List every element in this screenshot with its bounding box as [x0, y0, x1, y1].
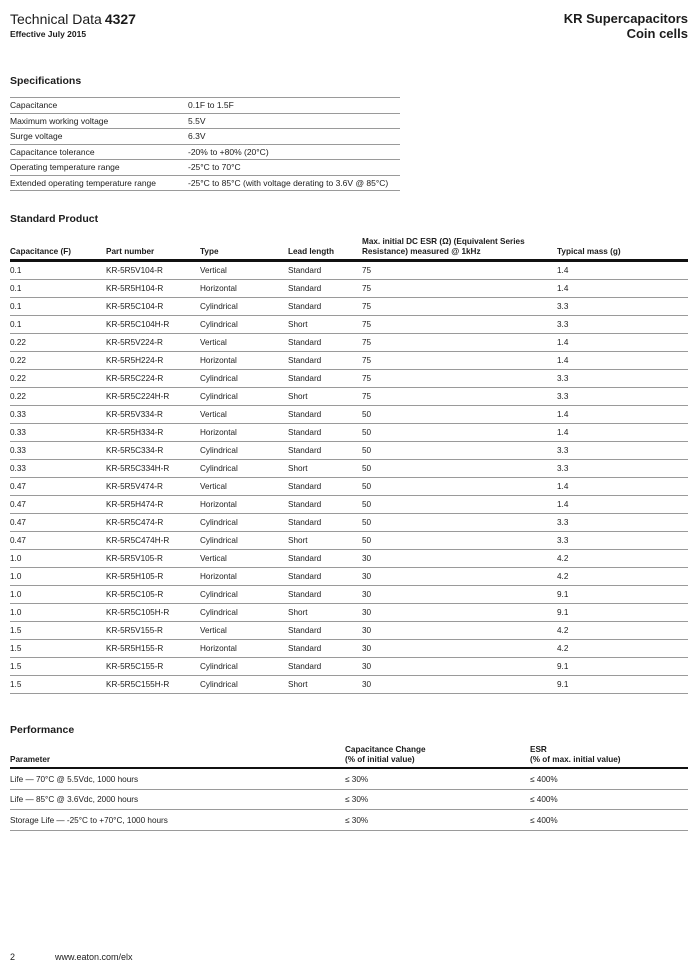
- performance-cell: Storage Life — -25°C to +70°C, 1000 hours: [10, 810, 345, 831]
- product-row: [10, 604, 688, 622]
- product-row: [10, 261, 688, 280]
- spec-cell: -20% to +80% (20°C): [188, 144, 400, 160]
- product-cell: 50: [362, 478, 557, 496]
- product-cell: Short: [288, 532, 362, 550]
- document-type-label: Technical Data: [10, 11, 102, 27]
- product-row: [10, 496, 688, 514]
- product-cell: 0.47: [10, 532, 106, 550]
- product-cell: Short: [288, 676, 362, 694]
- product-cell: 3.3: [557, 514, 688, 532]
- product-cell: 9.1: [557, 676, 688, 694]
- spec-row: [10, 144, 400, 160]
- product-cell: 1.4: [557, 280, 688, 298]
- specifications-table-body: [10, 98, 400, 191]
- performance-table: [10, 745, 688, 831]
- product-cell: 3.3: [557, 298, 688, 316]
- performance-section: [10, 724, 688, 831]
- product-cell: 1.4: [557, 496, 688, 514]
- product-cell: Standard: [288, 424, 362, 442]
- product-cell: 0.22: [10, 334, 106, 352]
- product-cell: 9.1: [557, 658, 688, 676]
- product-cell: 0.1: [10, 316, 106, 334]
- product-cell: 0.22: [10, 352, 106, 370]
- spec-cell: 5.5V: [188, 113, 400, 129]
- product-cell: 3.3: [557, 370, 688, 388]
- performance-cell: Life — 85°C @ 3.6Vdc, 2000 hours: [10, 789, 345, 810]
- product-cell: 30: [362, 640, 557, 658]
- column-header: Capacitance (F): [10, 237, 106, 261]
- product-cell: Horizontal: [200, 568, 288, 586]
- product-row: [10, 316, 688, 334]
- product-cell: Vertical: [200, 334, 288, 352]
- product-cell: Standard: [288, 280, 362, 298]
- column-header: Lead length: [288, 237, 362, 261]
- product-cell: 1.0: [10, 550, 106, 568]
- spec-cell: 0.1F to 1.5F: [188, 98, 400, 114]
- product-cell: KR-5R5H104-R: [106, 280, 200, 298]
- product-cell: Standard: [288, 586, 362, 604]
- product-cell: 1.4: [557, 424, 688, 442]
- product-cell: 9.1: [557, 586, 688, 604]
- performance-table-head: [10, 745, 688, 768]
- column-header: Part number: [106, 237, 200, 261]
- product-cell: Short: [288, 388, 362, 406]
- product-row: [10, 442, 688, 460]
- product-cell: KR-5R5H334-R: [106, 424, 200, 442]
- product-row: [10, 640, 688, 658]
- product-cell: KR-5R5C155H-R: [106, 676, 200, 694]
- product-cell: 75: [362, 298, 557, 316]
- product-cell: Vertical: [200, 261, 288, 280]
- product-cell: 4.2: [557, 550, 688, 568]
- product-cell: Cylindrical: [200, 370, 288, 388]
- product-cell: KR-5R5V104-R: [106, 261, 200, 280]
- product-cell: Cylindrical: [200, 316, 288, 334]
- product-cell: 30: [362, 604, 557, 622]
- spec-cell: -25°C to 70°C: [188, 160, 400, 176]
- product-cell: Cylindrical: [200, 442, 288, 460]
- performance-title: Performance: [10, 724, 75, 736]
- product-cell: Cylindrical: [200, 586, 288, 604]
- product-cell: KR-5R5C224H-R: [106, 388, 200, 406]
- product-cell: 50: [362, 442, 557, 460]
- product-cell: KR-5R5V155-R: [106, 622, 200, 640]
- performance-cell: Life — 70°C @ 5.5Vdc, 1000 hours: [10, 768, 345, 789]
- product-cell: 75: [362, 334, 557, 352]
- product-cell: KR-5R5C104H-R: [106, 316, 200, 334]
- column-header: [345, 745, 530, 768]
- performance-table-body: [10, 768, 688, 830]
- product-cell: 50: [362, 424, 557, 442]
- performance-cell: ≤ 30%: [345, 789, 530, 810]
- product-row: [10, 352, 688, 370]
- performance-cell: ≤ 400%: [530, 810, 688, 831]
- standard-product-section: [10, 213, 688, 694]
- product-row: [10, 622, 688, 640]
- document-header-right: [564, 11, 688, 41]
- product-cell: Cylindrical: [200, 604, 288, 622]
- product-cell: 1.4: [557, 478, 688, 496]
- effective-date: Effective July 2015: [10, 29, 87, 39]
- product-cell: Short: [288, 460, 362, 478]
- product-cell: Standard: [288, 406, 362, 424]
- standard-product-table-head: [10, 237, 688, 261]
- product-cell: Standard: [288, 352, 362, 370]
- document-header: [10, 11, 688, 41]
- product-cell: 0.33: [10, 442, 106, 460]
- product-cell: KR-5R5C105-R: [106, 586, 200, 604]
- performance-header-row: [10, 745, 688, 768]
- spec-cell: Capacitance tolerance: [10, 144, 188, 160]
- product-row: [10, 550, 688, 568]
- product-cell: 1.4: [557, 406, 688, 424]
- document-header-left: [10, 11, 136, 39]
- product-cell: 75: [362, 261, 557, 280]
- product-cell: 0.22: [10, 370, 106, 388]
- spec-row: [10, 129, 400, 145]
- product-cell: 3.3: [557, 388, 688, 406]
- product-cell: KR-5R5V334-R: [106, 406, 200, 424]
- product-cell: 1.0: [10, 604, 106, 622]
- product-cell: 9.1: [557, 604, 688, 622]
- spec-row: [10, 98, 400, 114]
- product-cell: 1.4: [557, 261, 688, 280]
- product-cell: 4.2: [557, 622, 688, 640]
- product-cell: 1.5: [10, 622, 106, 640]
- product-row: [10, 388, 688, 406]
- product-cell: Cylindrical: [200, 676, 288, 694]
- product-cell: 1.5: [10, 640, 106, 658]
- document-title: [10, 11, 136, 27]
- product-cell: 1.0: [10, 586, 106, 604]
- product-cell: Standard: [288, 622, 362, 640]
- standard-product-table: [10, 237, 688, 694]
- product-cell: KR-5R5C474-R: [106, 514, 200, 532]
- product-cell: Vertical: [200, 406, 288, 424]
- product-cell: Cylindrical: [200, 460, 288, 478]
- product-cell: 30: [362, 586, 557, 604]
- product-cell: 0.1: [10, 298, 106, 316]
- product-row: [10, 478, 688, 496]
- product-cell: KR-5R5C334H-R: [106, 460, 200, 478]
- product-cell: 30: [362, 568, 557, 586]
- spec-row: [10, 113, 400, 129]
- product-cell: KR-5R5H155-R: [106, 640, 200, 658]
- spec-cell: -25°C to 85°C (with voltage derating to 3.6V @ 85°C): [188, 175, 400, 191]
- product-cell: 30: [362, 550, 557, 568]
- product-row: [10, 658, 688, 676]
- product-cell: 3.3: [557, 460, 688, 478]
- product-cell: Horizontal: [200, 424, 288, 442]
- product-cell: 0.1: [10, 280, 106, 298]
- column-header-line: (% of initial value): [345, 754, 415, 764]
- product-cell: Standard: [288, 442, 362, 460]
- product-cell: KR-5R5C105H-R: [106, 604, 200, 622]
- product-row: [10, 532, 688, 550]
- product-cell: 0.33: [10, 406, 106, 424]
- product-cell: 1.0: [10, 568, 106, 586]
- product-cell: Vertical: [200, 478, 288, 496]
- product-cell: KR-5R5C474H-R: [106, 532, 200, 550]
- product-type: Coin cells: [626, 26, 688, 41]
- spec-row: [10, 160, 400, 176]
- product-cell: KR-5R5V105-R: [106, 550, 200, 568]
- product-cell: KR-5R5V474-R: [106, 478, 200, 496]
- product-cell: 1.5: [10, 676, 106, 694]
- product-row: [10, 334, 688, 352]
- product-cell: KR-5R5V224-R: [106, 334, 200, 352]
- product-cell: 0.33: [10, 460, 106, 478]
- standard-product-table-body: [10, 261, 688, 694]
- product-cell: KR-5R5C155-R: [106, 658, 200, 676]
- product-cell: KR-5R5H474-R: [106, 496, 200, 514]
- product-cell: 50: [362, 496, 557, 514]
- product-cell: KR-5R5C224-R: [106, 370, 200, 388]
- product-cell: KR-5R5C104-R: [106, 298, 200, 316]
- page-footer: [10, 952, 133, 962]
- performance-cell: ≤ 400%: [530, 789, 688, 810]
- product-cell: Vertical: [200, 622, 288, 640]
- performance-cell: ≤ 30%: [345, 768, 530, 789]
- performance-cell: ≤ 30%: [345, 810, 530, 831]
- product-cell: 1.5: [10, 658, 106, 676]
- product-cell: Cylindrical: [200, 298, 288, 316]
- product-cell: Standard: [288, 550, 362, 568]
- product-cell: Cylindrical: [200, 514, 288, 532]
- product-row: [10, 406, 688, 424]
- spec-cell: Capacitance: [10, 98, 188, 114]
- product-cell: Standard: [288, 478, 362, 496]
- product-row: [10, 370, 688, 388]
- product-cell: Horizontal: [200, 640, 288, 658]
- specifications-title: Specifications: [10, 75, 82, 87]
- product-cell: 0.47: [10, 514, 106, 532]
- column-header: Typical mass (g): [557, 237, 688, 261]
- product-row: [10, 568, 688, 586]
- product-cell: Standard: [288, 334, 362, 352]
- product-cell: Standard: [288, 568, 362, 586]
- product-row: [10, 514, 688, 532]
- product-cell: 0.22: [10, 388, 106, 406]
- product-cell: Standard: [288, 640, 362, 658]
- product-cell: 4.2: [557, 640, 688, 658]
- product-cell: Short: [288, 316, 362, 334]
- performance-row: [10, 768, 688, 789]
- spec-cell: Maximum working voltage: [10, 113, 188, 129]
- product-cell: KR-5R5H224-R: [106, 352, 200, 370]
- product-cell: 50: [362, 514, 557, 532]
- column-header-line: Capacitance Change: [345, 745, 426, 754]
- product-cell: 30: [362, 622, 557, 640]
- column-header: [530, 745, 688, 768]
- product-row: [10, 298, 688, 316]
- footer-website-link[interactable]: www.eaton.com/elx: [55, 952, 133, 962]
- spec-cell: Surge voltage: [10, 129, 188, 145]
- product-family: KR Supercapacitors: [563, 11, 688, 26]
- product-cell: Short: [288, 604, 362, 622]
- product-cell: 1.4: [557, 334, 688, 352]
- product-cell: 0.47: [10, 478, 106, 496]
- standard-product-title: Standard Product: [10, 213, 99, 225]
- product-cell: 4.2: [557, 568, 688, 586]
- product-cell: Standard: [288, 496, 362, 514]
- product-cell: 75: [362, 316, 557, 334]
- product-cell: 50: [362, 460, 557, 478]
- product-cell: Horizontal: [200, 352, 288, 370]
- product-cell: 1.4: [557, 352, 688, 370]
- performance-cell: ≤ 400%: [530, 768, 688, 789]
- column-header-line: Parameter: [10, 754, 51, 764]
- product-row: [10, 676, 688, 694]
- column-header: Max. initial DC ESR (Ω) (Equivalent Series Resistance) measured @ 1kHz: [362, 237, 557, 261]
- product-cell: Standard: [288, 298, 362, 316]
- performance-row: [10, 789, 688, 810]
- specifications-section: [10, 75, 688, 191]
- page-number: 2: [10, 952, 16, 962]
- product-cell: Horizontal: [200, 280, 288, 298]
- product-cell: 75: [362, 370, 557, 388]
- product-row: [10, 460, 688, 478]
- product-cell: 3.3: [557, 532, 688, 550]
- column-header-line: ESR: [530, 745, 547, 754]
- product-cell: 50: [362, 406, 557, 424]
- product-cell: Standard: [288, 658, 362, 676]
- product-cell: Cylindrical: [200, 658, 288, 676]
- product-cell: Cylindrical: [200, 532, 288, 550]
- product-cell: 3.3: [557, 316, 688, 334]
- standard-product-header-row: [10, 237, 688, 261]
- spec-cell: Operating temperature range: [10, 160, 188, 176]
- spec-cell: Extended operating temperature range: [10, 175, 188, 191]
- product-cell: 30: [362, 658, 557, 676]
- product-cell: 3.3: [557, 442, 688, 460]
- product-cell: 75: [362, 280, 557, 298]
- column-header-line: (% of max. initial value): [530, 754, 621, 764]
- product-cell: KR-5R5C334-R: [106, 442, 200, 460]
- product-cell: 75: [362, 352, 557, 370]
- product-cell: Standard: [288, 514, 362, 532]
- product-row: [10, 424, 688, 442]
- document-number: 4327: [104, 11, 136, 27]
- product-cell: Standard: [288, 261, 362, 280]
- specifications-table: [10, 97, 400, 191]
- product-cell: 0.33: [10, 424, 106, 442]
- product-cell: 75: [362, 388, 557, 406]
- product-cell: 30: [362, 676, 557, 694]
- product-cell: Vertical: [200, 550, 288, 568]
- product-cell: KR-5R5H105-R: [106, 568, 200, 586]
- product-cell: Standard: [288, 370, 362, 388]
- spec-cell: 6.3V: [188, 129, 400, 145]
- performance-row: [10, 810, 688, 831]
- product-cell: 0.47: [10, 496, 106, 514]
- column-header: [10, 745, 345, 768]
- product-cell: 0.1: [10, 261, 106, 280]
- product-row: [10, 280, 688, 298]
- product-cell: Horizontal: [200, 496, 288, 514]
- spec-row: [10, 175, 400, 191]
- product-row: [10, 586, 688, 604]
- product-cell: Cylindrical: [200, 388, 288, 406]
- product-cell: 50: [362, 532, 557, 550]
- column-header: Type: [200, 237, 288, 261]
